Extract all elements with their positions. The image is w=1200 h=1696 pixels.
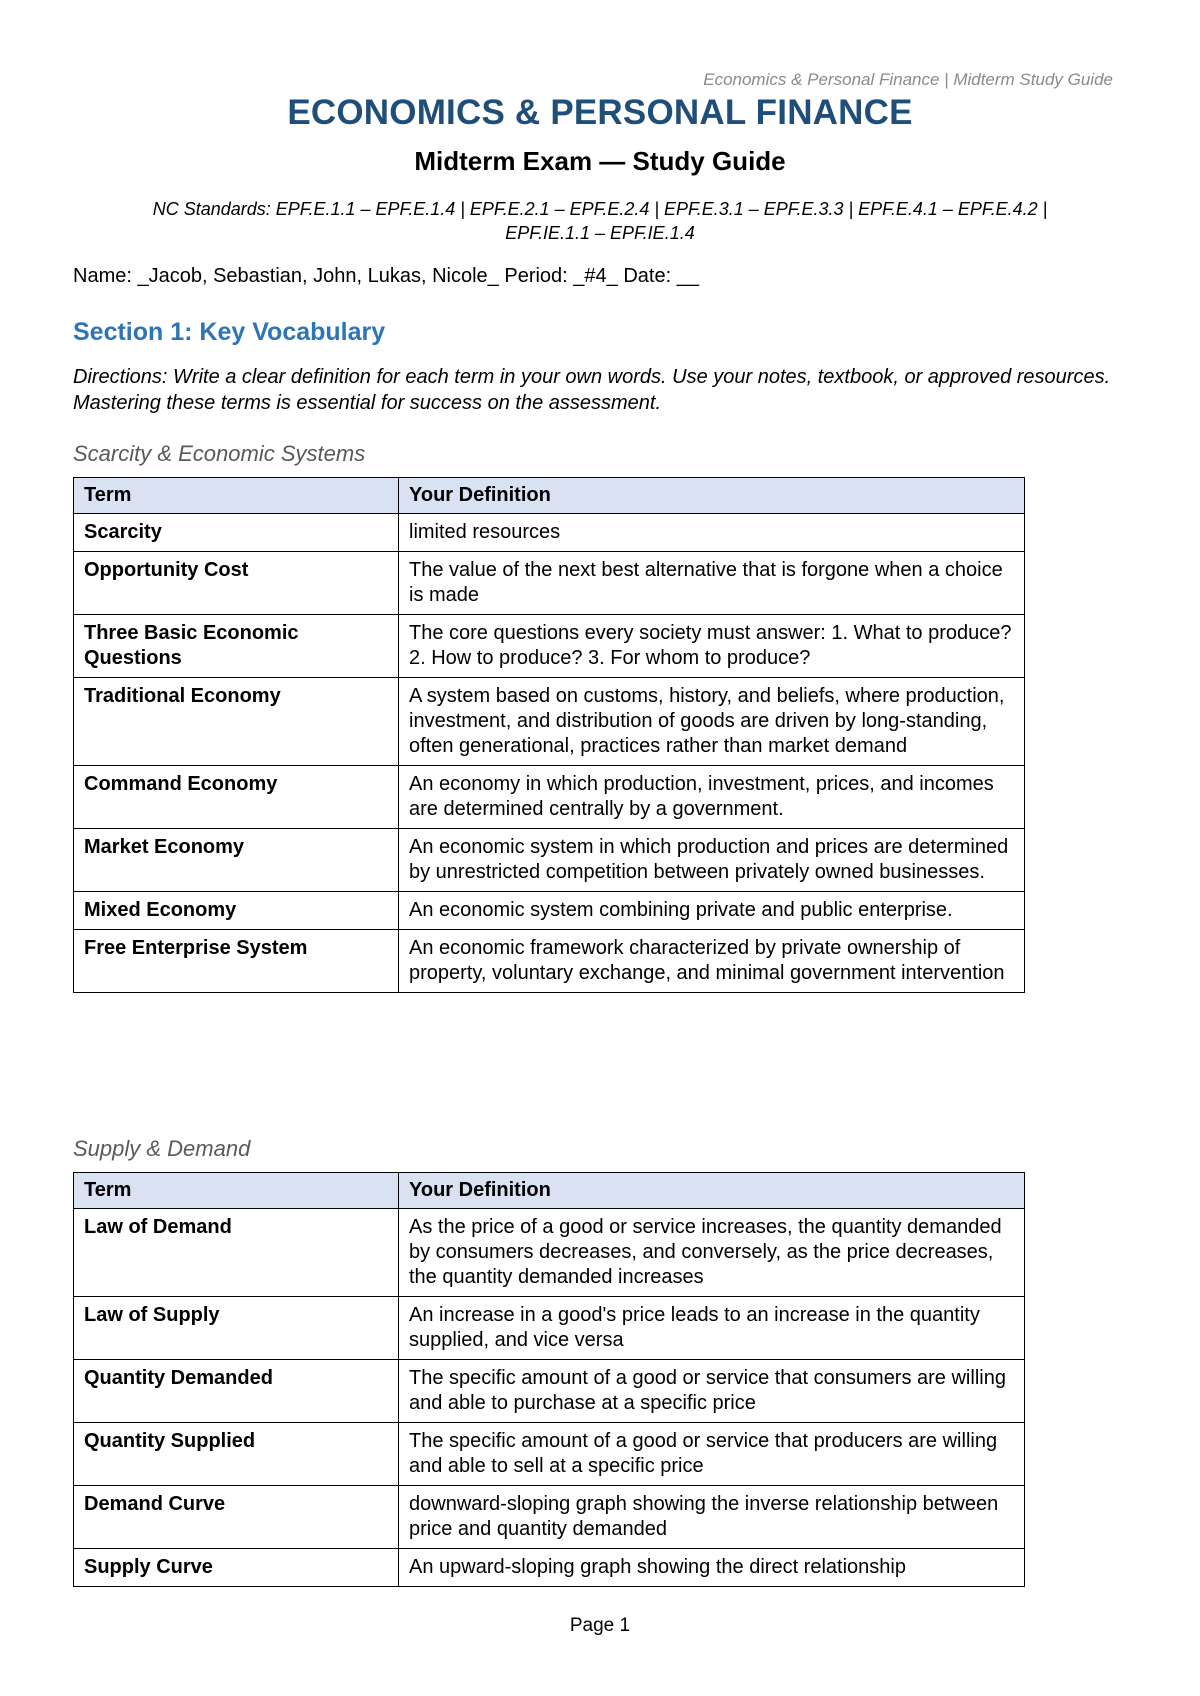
column-header-term: Term bbox=[74, 478, 399, 514]
definition-cell[interactable]: An upward-sloping graph showing the direct relationship bbox=[399, 1549, 1025, 1587]
definition-cell[interactable]: The core questions every society must answer: 1. What to produce? 2. How to produce? 3. For whom to produce? bbox=[399, 615, 1025, 678]
standards-line-2: EPF.IE.1.1 – EPF.IE.1.4 bbox=[505, 223, 695, 243]
column-header-definition: Your Definition bbox=[399, 478, 1025, 514]
term-cell: Three Basic Economic Questions bbox=[74, 615, 399, 678]
document-subtitle: Midterm Exam — Study Guide bbox=[414, 146, 786, 176]
term-cell: Command Economy bbox=[74, 766, 399, 829]
table-header-row bbox=[74, 478, 1025, 514]
definition-cell[interactable]: The value of the next best alternative that is forgone when a choice is made bbox=[399, 552, 1025, 615]
term-cell: Opportunity Cost bbox=[74, 552, 399, 615]
term-cell: Supply Curve bbox=[74, 1549, 399, 1587]
table-subheading-scarcity: Scarcity & Economic Systems bbox=[73, 441, 366, 466]
directions-text: Directions: Write a clear definition for each term in your own words. Use your notes, textbook, or approved resources. Mastering these terms is essential for success on the assessment. bbox=[73, 366, 1111, 414]
vocab-table-supply-demand bbox=[73, 1172, 1025, 1587]
table-subheading-supply-demand: Supply & Demand bbox=[73, 1136, 251, 1161]
table-row bbox=[74, 615, 1025, 678]
definition-cell[interactable]: An economic system combining private and public enterprise. bbox=[399, 892, 1025, 930]
term-cell: Demand Curve bbox=[74, 1486, 399, 1549]
column-header-definition: Your Definition bbox=[399, 1173, 1025, 1209]
table-row bbox=[74, 766, 1025, 829]
standards-line-1: NC Standards: EPF.E.1.1 – EPF.E.1.4 | EPF.E.2.1 – EPF.E.2.4 | EPF.E.3.1 – EPF.E.3.3 | EPF.E.4.1 – EPF.E.4.2 | bbox=[152, 199, 1048, 219]
definition-cell[interactable]: An increase in a good's price leads to an increase in the quantity supplied, and vice versa bbox=[399, 1297, 1025, 1360]
definition-cell[interactable]: An economy in which production, investment, prices, and incomes are determined centrally by a government. bbox=[399, 766, 1025, 829]
table-row bbox=[74, 514, 1025, 552]
table-row bbox=[74, 678, 1025, 766]
section-heading: Section 1: Key Vocabulary bbox=[73, 318, 386, 346]
name-period-date-line: Name: _Jacob, Sebastian, John, Lukas, Nicole_ Period: _#4_ Date: __ bbox=[73, 265, 699, 287]
table-row bbox=[74, 1209, 1025, 1297]
term-cell: Quantity Supplied bbox=[74, 1423, 399, 1486]
table-row bbox=[74, 1297, 1025, 1360]
term-cell: Market Economy bbox=[74, 829, 399, 892]
table-header-row bbox=[74, 1173, 1025, 1209]
table-row bbox=[74, 1486, 1025, 1549]
definition-cell[interactable]: downward-sloping graph showing the inverse relationship between price and quantity demanded bbox=[399, 1486, 1025, 1549]
term-cell: Quantity Demanded bbox=[74, 1360, 399, 1423]
definition-cell[interactable]: An economic framework characterized by private ownership of property, voluntary exchange, and minimal government intervention bbox=[399, 930, 1025, 993]
definition-cell[interactable]: A system based on customs, history, and beliefs, where production, investment, and distribution of goods are driven by long-standing, often generational, practices rather than market demand bbox=[399, 678, 1025, 766]
definition-cell[interactable]: The specific amount of a good or service that producers are willing and able to sell at a specific price bbox=[399, 1423, 1025, 1486]
term-cell: Free Enterprise System bbox=[74, 930, 399, 993]
table-row bbox=[74, 552, 1025, 615]
definition-cell[interactable]: As the price of a good or service increases, the quantity demanded by consumers decreases, and conversely, as the price decreases, the quantity demanded increases bbox=[399, 1209, 1025, 1297]
table-row bbox=[74, 829, 1025, 892]
term-cell: Traditional Economy bbox=[74, 678, 399, 766]
column-header-term: Term bbox=[74, 1173, 399, 1209]
term-cell: Scarcity bbox=[74, 514, 399, 552]
definition-cell[interactable]: limited resources bbox=[399, 514, 1025, 552]
definition-cell[interactable]: The specific amount of a good or service that consumers are willing and able to purchase at a specific price bbox=[399, 1360, 1025, 1423]
table-row bbox=[74, 1549, 1025, 1587]
table-row bbox=[74, 1360, 1025, 1423]
running-header: Economics & Personal Finance | Midterm Study Guide bbox=[703, 70, 1113, 89]
vocab-table-scarcity bbox=[73, 477, 1025, 993]
table-row bbox=[74, 892, 1025, 930]
table-row bbox=[74, 1423, 1025, 1486]
term-cell: Mixed Economy bbox=[74, 892, 399, 930]
standards-block bbox=[73, 197, 1127, 245]
page-number: Page 1 bbox=[569, 1615, 631, 1636]
term-cell: Law of Supply bbox=[74, 1297, 399, 1360]
definition-cell[interactable]: An economic system in which production and prices are determined by unrestricted competition between privately owned businesses. bbox=[399, 829, 1025, 892]
document-title: ECONOMICS & PERSONAL FINANCE bbox=[287, 93, 913, 132]
term-cell: Law of Demand bbox=[74, 1209, 399, 1297]
table-row bbox=[74, 930, 1025, 993]
